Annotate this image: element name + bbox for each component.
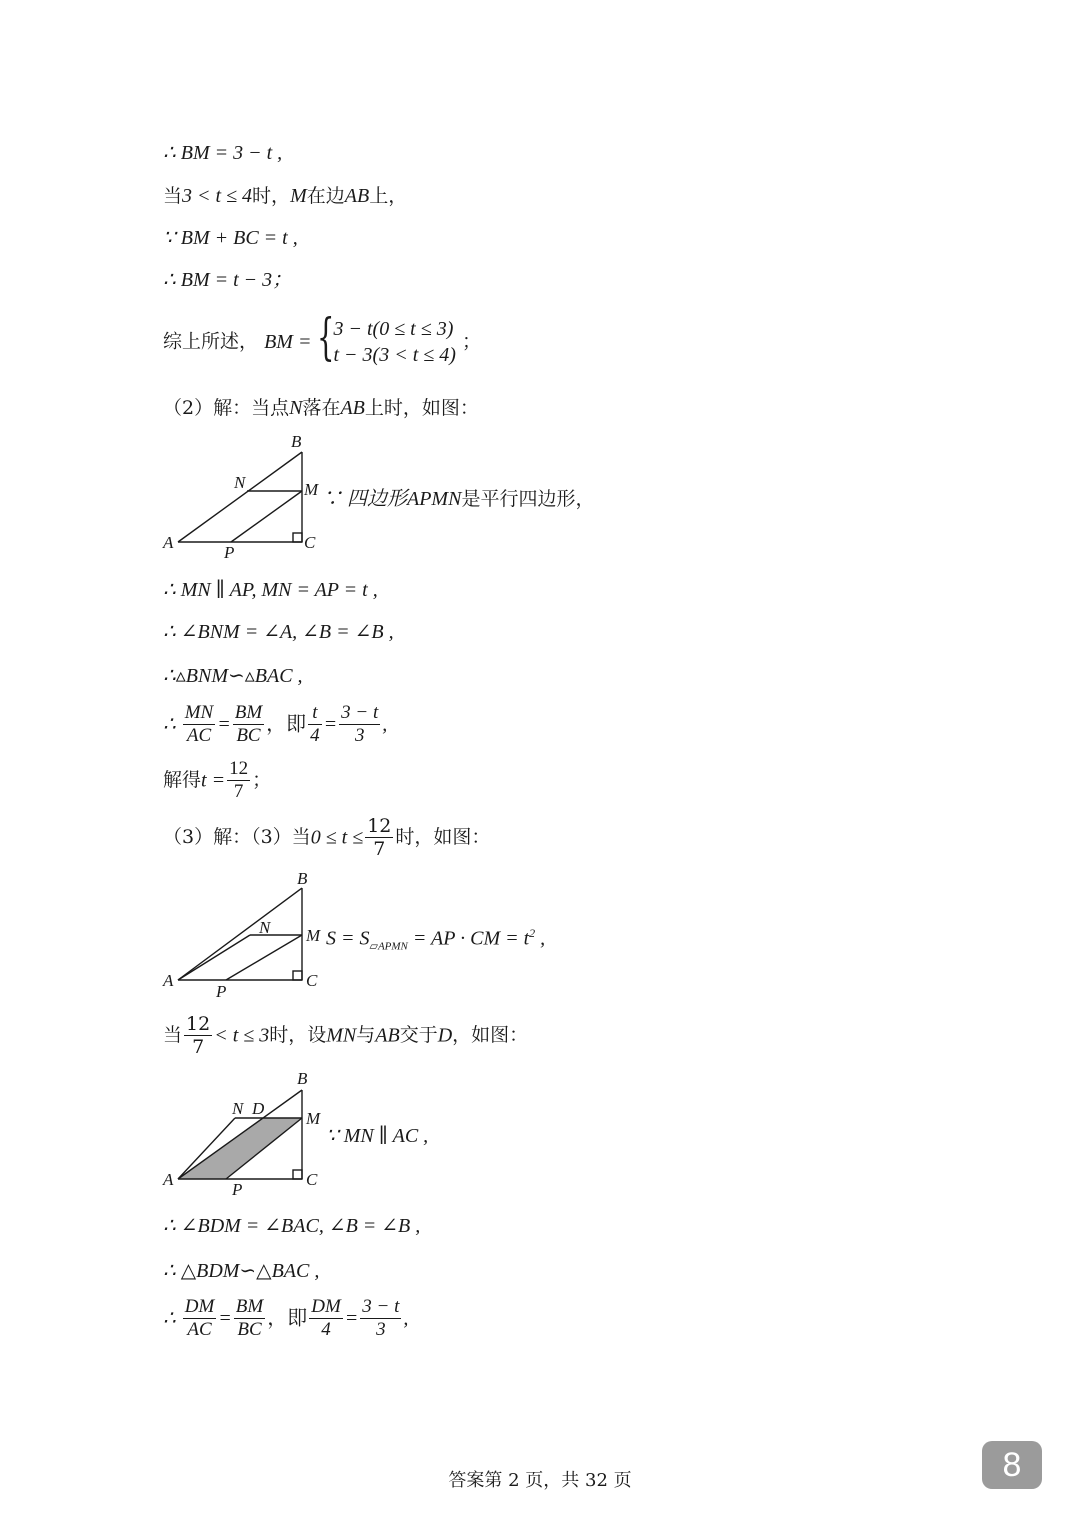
area-formula-1 — [326, 927, 545, 953]
page-number-badge[interactable]: 8 — [982, 1441, 1042, 1489]
label-p: P — [216, 982, 227, 1001]
label-c: C — [306, 1170, 318, 1189]
numerator: 3 − t — [362, 1296, 400, 1317]
figure-2 — [160, 868, 340, 1003]
label-b: B — [297, 1069, 308, 1088]
math: APMN — [407, 488, 462, 510]
label-a: A — [163, 533, 174, 552]
math: < t ≤ 3 — [214, 1024, 270, 1047]
text: 时，设 — [269, 1024, 327, 1046]
brace-icon: { — [317, 308, 335, 366]
parallelogram-statement — [322, 489, 594, 509]
numerator: 12 — [186, 1013, 211, 1035]
equals: = — [218, 1307, 232, 1330]
label-n: N — [259, 918, 271, 937]
step-angles-bdm: ∴ ∠BDM = ∠BAC, ∠B = ∠B , — [163, 1215, 421, 1237]
step-similar-triangles: ∴▵BNM∽▵BAC , — [163, 665, 303, 687]
step-angles-equal: ∴ ∠BNM = ∠A, ∠B = ∠B , — [163, 621, 394, 643]
math: D — [437, 1024, 453, 1047]
math: , — [535, 927, 546, 950]
equals: = — [344, 1307, 359, 1330]
side-ab — [178, 452, 302, 542]
math: S = S — [326, 927, 370, 950]
numerator: DM — [184, 1296, 215, 1317]
math: AB — [375, 1024, 400, 1047]
text: 综上所述， — [163, 330, 259, 353]
text: ； — [461, 330, 481, 353]
fraction — [234, 1296, 265, 1341]
denominator: 7 — [192, 1036, 205, 1058]
case-12-7-to-3 — [163, 1013, 528, 1058]
right-angle-mark — [293, 533, 302, 542]
denominator: 7 — [233, 781, 244, 802]
text: ，即 — [266, 713, 307, 736]
step-bm-plus-bc: ∵ BM + BC = t , — [163, 227, 298, 249]
math: AB — [344, 185, 370, 207]
subscript: ▱APMN — [369, 940, 408, 953]
math: 0 ≤ t ≤ — [310, 826, 364, 849]
comma: , — [382, 713, 388, 736]
label-m: M — [306, 1109, 321, 1128]
step-bm-3-minus-t: ∴ BM = 3 − t , — [163, 142, 283, 164]
fraction — [233, 702, 264, 747]
text: 与 — [356, 1024, 376, 1046]
right-angle-mark — [293, 971, 302, 980]
denominator: AC — [187, 1319, 212, 1340]
comma: , — [403, 1307, 409, 1330]
numerator: t — [308, 702, 322, 725]
text: ，即 — [267, 1307, 308, 1330]
label-m: M — [306, 926, 321, 945]
math: N — [289, 397, 303, 419]
denominator: 4 — [321, 1319, 331, 1340]
right-angle-mark — [293, 1170, 302, 1179]
numerator: 3 − t — [341, 702, 379, 723]
label-c: C — [306, 971, 318, 990]
figure-3 — [160, 1068, 340, 1203]
ratio-equation-2 — [163, 1296, 408, 1341]
text: 上时，如图： — [364, 397, 479, 419]
part3-heading — [163, 815, 490, 860]
math: = AP · CM = t — [407, 927, 530, 950]
label-n: N — [234, 473, 246, 492]
segment-an — [178, 935, 250, 980]
text: 当 — [163, 1024, 183, 1046]
numerator: BM — [235, 1296, 264, 1317]
text: 当 — [163, 185, 183, 207]
text: 在边 — [306, 185, 345, 207]
text: （3）解：（3）当 — [163, 826, 311, 848]
denominator: 3 — [376, 1319, 386, 1340]
text: 是平行四边形， — [461, 488, 595, 510]
solve-t-12-7 — [163, 758, 271, 803]
math: t = — [201, 769, 226, 792]
denominator: 7 — [373, 838, 386, 860]
fraction — [308, 702, 322, 747]
side-ab — [178, 888, 302, 980]
numerator: 12 — [367, 815, 392, 837]
denominator: BC — [236, 725, 261, 746]
segment-pm — [226, 935, 302, 980]
label-a: A — [163, 971, 174, 990]
label-p: P — [224, 543, 235, 562]
text: 时， — [252, 185, 291, 207]
equals: = — [323, 713, 338, 736]
label-c: C — [304, 533, 316, 552]
piece-row: t − 3(3 < t ≤ 4) — [333, 344, 456, 366]
segment-pm — [231, 491, 302, 542]
step-bm-t-minus-3: ∴ BM = t − 3； — [163, 269, 293, 291]
label-m: M — [304, 480, 319, 499]
text: 落在 — [302, 397, 341, 419]
piece-row: 3 − t(0 ≤ t ≤ 3) — [333, 318, 454, 340]
superscript: 2 — [529, 926, 536, 940]
fraction — [339, 702, 380, 747]
label-b: B — [297, 869, 308, 888]
label-p: P — [232, 1180, 243, 1199]
label-n: N — [232, 1099, 244, 1118]
label-d: D — [252, 1099, 265, 1118]
math: MN — [326, 1024, 357, 1047]
text: （2）解：当点 — [163, 397, 290, 419]
therefore: ∴ — [163, 1307, 176, 1330]
text: 解得 — [163, 769, 202, 791]
label-a: A — [163, 1170, 174, 1189]
math: M — [290, 185, 307, 207]
math: 3 < t ≤ 4 — [182, 185, 253, 207]
denominator: BC — [237, 1319, 262, 1340]
figure-1 — [160, 430, 340, 565]
equals: = — [217, 713, 231, 736]
ratio-equation-1 — [163, 702, 387, 747]
text: ； — [252, 769, 272, 791]
numerator: MN — [184, 702, 214, 723]
math: BM = — [264, 331, 312, 353]
numerator: 12 — [229, 758, 249, 779]
fraction — [184, 1013, 212, 1058]
step-mn-parallel-ap: ∴ MN ∥ AP, MN = AP = t , — [163, 579, 378, 601]
numerator: DM — [311, 1296, 341, 1317]
step-similar-bdm: ∴ △BDM∽△BAC , — [163, 1260, 320, 1282]
text: 交于 — [399, 1024, 438, 1046]
fraction — [227, 758, 250, 803]
shaded-region — [178, 1118, 302, 1179]
denominator: 3 — [354, 725, 365, 746]
case-3-to-4-condition — [163, 186, 407, 206]
text: 上， — [369, 185, 408, 207]
fraction — [309, 1296, 343, 1341]
fraction — [183, 702, 216, 747]
part2-heading — [163, 398, 479, 418]
therefore: ∴ — [163, 713, 176, 736]
page-footer: 答案第 2 页，共 32 页 — [448, 1470, 632, 1491]
denominator: AC — [186, 725, 212, 746]
piecewise-summary — [163, 308, 481, 368]
text: ，如图： — [452, 1024, 529, 1046]
fraction — [360, 1296, 401, 1341]
piecewise-brace — [317, 308, 456, 368]
denominator: 4 — [310, 725, 320, 746]
fraction — [365, 815, 393, 860]
fraction — [183, 1296, 217, 1341]
mn-parallel-ac: ∵ MN ∥ AC , — [326, 1125, 429, 1147]
math: AB — [340, 397, 365, 419]
label-b: B — [291, 432, 302, 451]
text: 时，如图： — [395, 826, 491, 848]
math: ∵ 四边形 — [322, 488, 407, 510]
numerator: BM — [234, 702, 263, 723]
